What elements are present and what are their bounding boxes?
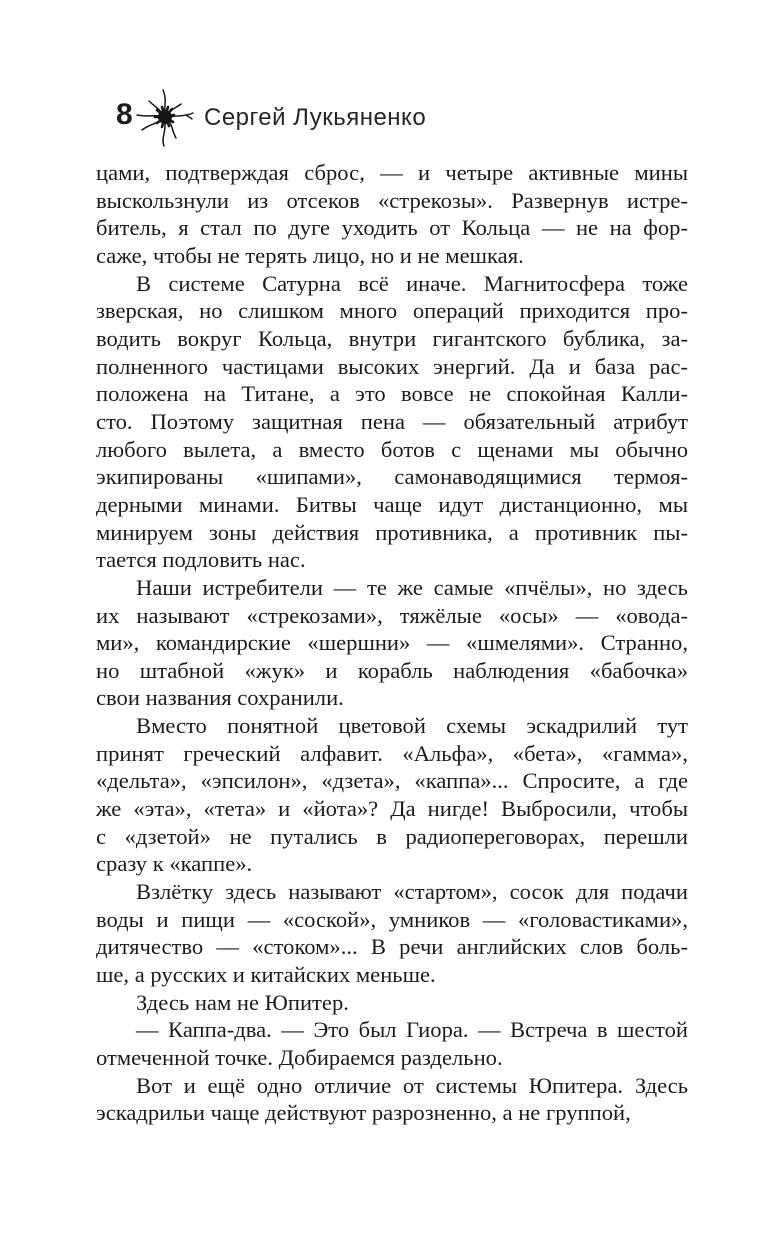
paragraph [96, 989, 688, 1017]
paragraph [96, 712, 688, 878]
text-line: ми», командирские «шершни» — «шмелями». Странно, [96, 630, 688, 656]
text-line: дитячество — «стоком»... В речи английских слов боль- [96, 934, 688, 960]
text-line: В системе Сатурна всё иначе. Магнитосфера тоже [136, 270, 688, 296]
text-line: битель, я стал по дуге уходить от Кольца — не на фор- [96, 215, 688, 241]
text-line: зверская, но слишком много операций приходится про- [96, 298, 688, 324]
text-line: минируем зоны действия противника, а противник пы- [96, 519, 688, 545]
text-line: Вот и ещё одно отличие от системы Юпитера. Здесь [136, 1072, 688, 1098]
text-line: эскадрильи чаще действуют разрозненно, а не группой, [96, 1100, 631, 1126]
text-line: сто. Поэтому защитная пена — обязательный атрибут [96, 408, 688, 434]
paragraph [96, 159, 688, 270]
text-line: с «дзетой» не путались в радиопереговорах, перешли [96, 823, 688, 849]
text-line: Здесь нам не Юпитер. [136, 989, 349, 1015]
text-line: ше, а русских и китайских меньше. [96, 962, 436, 988]
text-line: Взлётку здесь называют «стартом», сосок для подачи [136, 879, 688, 905]
paragraph [96, 574, 688, 712]
text-line: положена на Титане, а это вовсе не спокойная Калли- [96, 381, 688, 407]
text-line: полненного частицами высоких энергий. Да и база рас- [96, 353, 688, 379]
text-line: экипированы «шипами», самонаводящимися термоя- [96, 464, 688, 490]
text-line: дерными минами. Битвы чаще идут дистанционно, мы [96, 491, 688, 517]
text-line: но штабной «жук» и корабль наблюдения «бабочка» [96, 657, 688, 683]
text-line: водить вокруг Кольца, внутри гигантского бублика, за- [96, 325, 688, 351]
paragraph [96, 878, 688, 989]
text-line: сразу к «каппе». [96, 851, 253, 877]
body-text [96, 159, 688, 1127]
spider-splat-icon [134, 86, 196, 150]
text-line: выскользнули из отсеков «стрекозы». Развернув истре- [96, 187, 688, 213]
text-line: саже, чтобы не терять лицо, но и не мешкая. [96, 242, 524, 268]
text-line: тается подловить нас. [96, 547, 306, 573]
paragraph [96, 270, 688, 574]
text-line: свои названия сохранили. [96, 685, 344, 711]
text-line: — Каппа-два. — Это был Гиора. — Встреча в шестой [136, 1017, 688, 1043]
text-line: воды и пищи — «соской», умников — «головастиками», [96, 906, 688, 932]
text-line: «дельта», «эпсилон», «дзета», «каппа»... Спросите, а где [96, 768, 688, 794]
page-number: 8 [116, 98, 132, 131]
text-line: же «эта», «тета» и «йота»? Да нигде! Выбросили, чтобы [96, 796, 688, 822]
text-line: Наши истребители — те же самые «пчёлы», но здесь [136, 574, 688, 600]
text-line: любого вылета, а вместо ботов с щенами мы обычно [96, 436, 688, 462]
running-header-author: Сергей Лукьяненко [204, 104, 427, 131]
paragraph [96, 1072, 688, 1127]
paragraph [96, 1016, 688, 1071]
running-header [0, 0, 768, 150]
text-line: Вместо понятной цветовой схемы эскадрилий тут [136, 713, 688, 739]
text-line: их называют «стрекозами», тяжёлые «осы» — «овода- [96, 602, 688, 628]
text-line: отмеченной точке. Добираемся раздельно. [96, 1045, 503, 1070]
text-line: цами, подтверждая сброс, — и четыре активные мины [96, 160, 688, 185]
text-line: принят греческий алфавит. «Альфа», «бета», «гамма», [96, 740, 688, 766]
